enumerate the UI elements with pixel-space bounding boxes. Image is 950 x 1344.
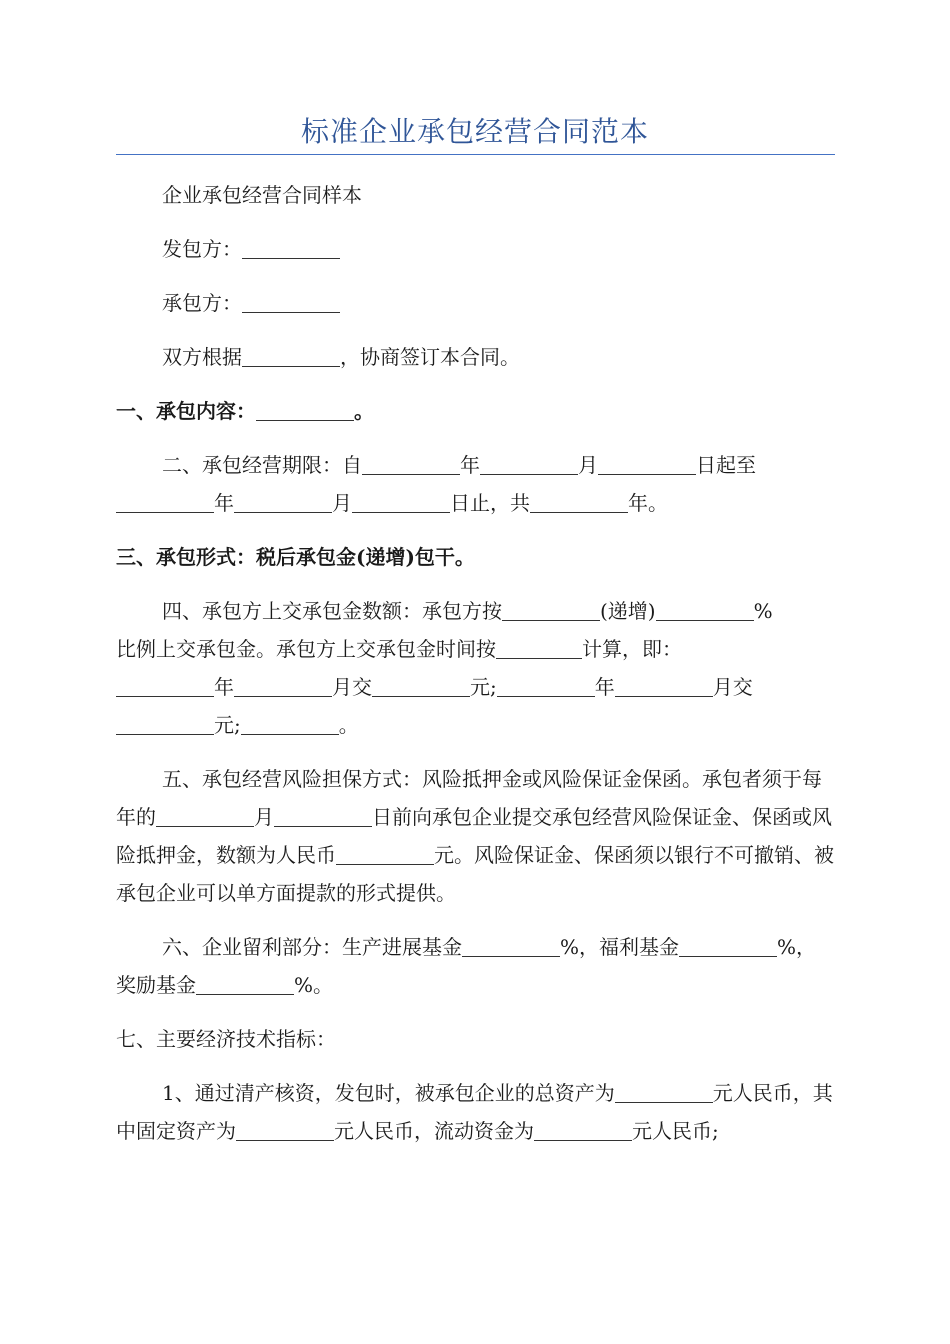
blank-field[interactable]: [372, 676, 470, 697]
section-5: 五、承包经营风险担保方式：风险抵押金或风险保证金保函。承包者须于每年的 月 日前向承包企业提交承包经营风险保证金、保函或风险抵押金，数额为人民币 元。风险保证金、保函须以银行不可撤销、被承包企业可以单方面提款的形式提供。: [116, 767, 834, 905]
blank-field[interactable]: [530, 492, 628, 513]
blank-field[interactable]: [679, 936, 777, 957]
section-6: 六、企业留利部分：生产进展基金 %，福利基金 %，奖励基金 %。: [116, 935, 817, 997]
blank-field[interactable]: [336, 844, 434, 865]
paragraph-agreement: 双方根据 ，协商签订本合同。: [162, 345, 520, 369]
blank-field[interactable]: [656, 600, 754, 621]
blank-field[interactable]: [241, 714, 339, 735]
blank-field[interactable]: [534, 1120, 632, 1141]
blank-field[interactable]: [116, 676, 214, 697]
section-3: 三、承包形式：税后承包金(递增)包干。: [116, 545, 475, 569]
blank-field[interactable]: [236, 1120, 334, 1141]
blank-field[interactable]: [274, 806, 372, 827]
blank-field[interactable]: [362, 454, 460, 475]
blank-field[interactable]: [242, 346, 340, 367]
blank-field[interactable]: [480, 454, 578, 475]
section-7-item-1: 1、通过清产核资，发包时，被承包企业的总资产为 元人民币，其中固定资产为 元人民币，流动资金为 元人民币;: [116, 1081, 833, 1143]
blank-field[interactable]: [256, 400, 354, 421]
blank-field[interactable]: [502, 600, 600, 621]
blank-field[interactable]: [234, 676, 332, 697]
blank-field[interactable]: [598, 454, 696, 475]
document-title: 标准企业承包经营合同范本: [300, 115, 649, 148]
blank-field[interactable]: [116, 714, 214, 735]
blank-field[interactable]: [196, 974, 294, 995]
blank-field[interactable]: [352, 492, 450, 513]
blank-field[interactable]: [116, 492, 214, 513]
paragraph-sample-heading: 企业承包经营合同样本: [162, 183, 362, 207]
paragraph-issuer: 发包方：: [116, 230, 836, 268]
paragraph-contractor: 承包方：: [116, 284, 836, 322]
blank-field[interactable]: [615, 676, 713, 697]
section-7: 七、主要经济技术指标：: [116, 1027, 336, 1051]
section-2: 二、承包经营期限：自 年 月 日起至 年 月 日止，共 年。: [116, 446, 836, 522]
title-underline: [116, 154, 835, 155]
section-4: 四、承包方上交承包金数额：承包方按 (递增) % 比例上交承包金。承包方上交承包金时间按 计算，即： 年 月交 元; 年 月交 元; 。: [116, 599, 773, 737]
document-body: [116, 176, 836, 1150]
blank-field[interactable]: [242, 292, 340, 313]
blank-field[interactable]: [234, 492, 332, 513]
section-1: 一、承包内容： 。: [116, 399, 374, 423]
blank-field[interactable]: [156, 806, 254, 827]
blank-field[interactable]: [496, 638, 582, 659]
blank-field[interactable]: [242, 238, 340, 259]
blank-field[interactable]: [462, 936, 560, 957]
blank-field[interactable]: [497, 676, 595, 697]
blank-field[interactable]: [615, 1082, 713, 1103]
